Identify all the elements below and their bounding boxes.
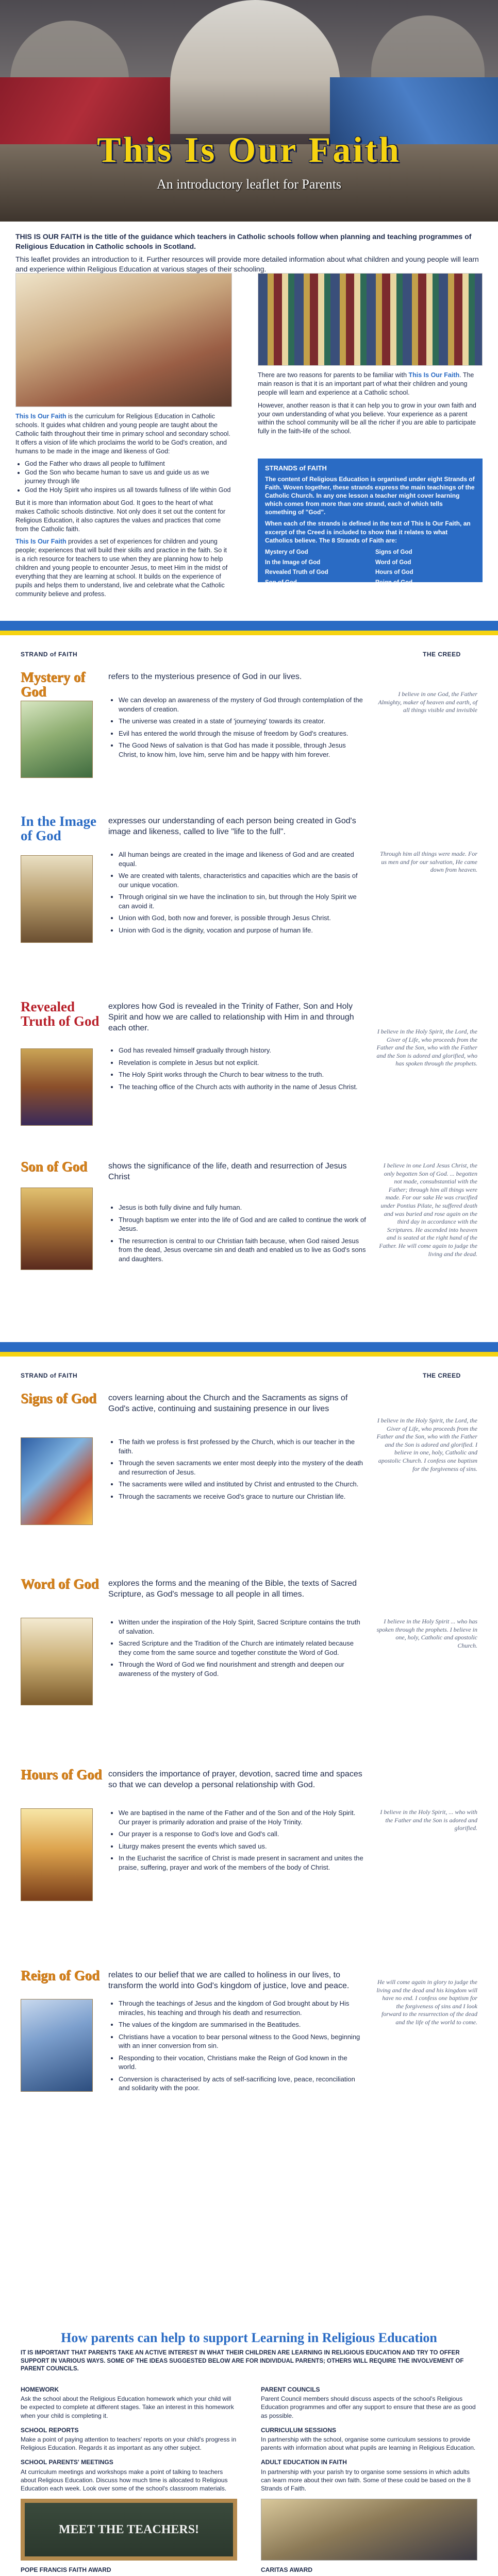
strand-points: [108, 1999, 366, 2096]
list-item: • Our prayer is a response to God's love and God's call.: [119, 1829, 366, 1839]
strand-column-heading: STRAND of FAITH: [21, 1372, 78, 1379]
strands-of-faith-box: [258, 459, 483, 586]
intro-columns: [15, 273, 483, 608]
strand-word-of-god: [21, 1577, 477, 1741]
parents-intro: IT IS IMPORTANT THAT PARENTS TAKE AN ACTIVE INTEREST IN WHAT THEIR CHILDREN ARE LEARNING IN RELIGIOUS EDUCATION AND TRY TO OFFER SUPPORT IN VARIOUS WAYS. SOME OF THE IDEAS SUGGESTED BELOW ARE FOR INDIVIDUAL PARENTS; OTHERS WILL REQUIRE THE INVOLVEMENT OF PARENT COUNCILS.: [21, 2350, 464, 2372]
strand-column-heading: STRAND of FAITH: [21, 651, 78, 658]
strands-page-2: [0, 1360, 498, 2324]
strand-title: Hours of God: [21, 1767, 102, 1782]
strand-description: expresses our understanding of each person being created in God's image and likeness, called to live "life to the full".: [108, 817, 356, 836]
creed-column-heading: THE CREED: [423, 1372, 461, 1379]
experiences-paragraph: This Is Our Faith provides a set of experiences for children and young people; experiences that will build their skills and practice in the faith. So it is a rich resource for teachers to use when they are planning how to help children and young people to encounter Jesus, to meet Him in the midst of everything that they are learning at school. It builds on the experience of pupils and helps them to understand, live and celebrate what the Catholic community believe and profess.: [15, 538, 228, 598]
list-item: • We are created with talents, characteristics and capacities which are the basis of our unique vocation.: [119, 871, 366, 889]
list-item: • We are baptised in the name of the Father and of the Son and of the Holy Spirit. Our prayer is primarily adoration and praise of the Holy Trinity.: [119, 1808, 366, 1826]
strand-son-of-god: [21, 1159, 477, 1324]
strand-title: In the Image of God: [21, 814, 96, 844]
creed-excerpt: I believe in the Holy Spirit ... who has spoken through the prophets. I believe in one, holy, Catholic and apostolic Church.: [376, 1618, 477, 1649]
strand-name: Signs of God: [375, 549, 412, 556]
strand-description: shows the significance of the life, death and resurrection of Jesus Christ: [108, 1162, 347, 1181]
strand-description: explores how God is revealed in the Trinity of Father, Son and Holy Spirit and how we are called to relationship with Him in and through each other.: [108, 1002, 354, 1032]
strand-title: Signs of God: [21, 1391, 97, 1406]
list-item: • Through the teachings of Jesus and the kingdom of God brought about by His miracles, his teaching and through his death and resurrection.: [119, 1999, 366, 2017]
list-item: • All human beings are created in the image and likeness of God and are created equal.: [119, 850, 366, 868]
stained-glass-image: [21, 1437, 93, 1525]
creed-excerpt: I believe in one Lord Jesus Christ, the only begotten Son of God. ... begotten not made, consubstantial with the Father; through him all things were made. For our sake He was crucified under Pontius Pilate, he suffered death and was buried and rose again on the third day in accordance with the Scriptures. He ascended into heaven and is seated at the right hand of the Father. He will come again to judge the living and the dead.: [379, 1162, 477, 1258]
list-item: • God the Holy Spirit who inspires us all towards fullness of life within God: [25, 486, 232, 495]
list-item: • Through the sacraments we receive God's grace to nurture our Christian life.: [119, 1492, 366, 1501]
strands-box-text-2: When each of the strands is defined in the text of This Is Our Faith, an excerpt of the Creed is included to show that it relates to what Catholics believe. The 8 Strands of Faith are:: [265, 520, 471, 544]
strand-title: Son of God: [21, 1159, 88, 1174]
parents-left-column: [21, 2385, 237, 2499]
list-item: • The universe was created in a state of 'journeying' towards its creator.: [119, 717, 366, 726]
library-photo: [258, 273, 483, 366]
strands-box-title: STRANDS of FAITH: [265, 464, 327, 472]
intro-left-column: [15, 412, 232, 603]
strand-mystery-of-god: [21, 670, 477, 799]
list-item: • Jesus is both fully divine and fully human.: [119, 1203, 366, 1212]
trinity-list: [25, 460, 232, 495]
curriculum-sessions-tip: CURRICULUM SESSIONS In partnership with the school, organise some curriculum sessions to provide parents with information about what pupils are learning in Religious Education.: [261, 2426, 476, 2452]
list-item: • We can develop an awareness of the mystery of God through contemplation of the wonders of creation.: [119, 696, 366, 714]
hero-banner: [0, 0, 498, 222]
strand-points: [108, 1437, 366, 1504]
caritas-award-block: [261, 2566, 477, 2576]
creed-column-heading: THE CREED: [423, 651, 461, 658]
strand-in-the-image-of-god: [21, 814, 477, 984]
candles-image: [21, 1808, 93, 1901]
pope-award-block: [21, 2566, 237, 2576]
strand-title: Word of God: [21, 1576, 99, 1591]
list-item: • The teaching office of the Church acts with authority in the name of Jesus Christ.: [119, 1082, 366, 1092]
list-item: • Through the seven sacraments we enter most deeply into the mystery of the death and resurrection of Jesus.: [119, 1459, 366, 1477]
strand-name: Mystery of God: [265, 549, 308, 556]
strand-title: Reign of God: [21, 1968, 100, 1983]
strand-revealed-truth-of-god: [21, 999, 477, 1144]
list-item: • The values of the kingdom are summarised in the Beatitudes.: [119, 2020, 366, 2029]
strands-box-text: The content of Religious Education is organised under eight Strands of Faith. Woven together, these strands express the main teachings of the Catholic Church. In any one lesson a teacher might cover learning which comes from more than one strand, each of which tells something of "God".: [265, 475, 475, 516]
strands-page-1: [0, 639, 498, 1334]
strand-points: [108, 850, 366, 938]
strand-description: refers to the mysterious presence of God in our lives.: [108, 672, 302, 681]
christ-icon-image: [21, 1188, 93, 1270]
strand-name: Revealed Truth of God: [265, 569, 328, 576]
strand-points: [108, 1808, 366, 1875]
list-item: • Through original sin we have the inclination to sin, but through the Holy Spirit we can avoid it.: [119, 892, 366, 910]
curriculum-paragraph: This Is Our Faith is the curriculum for Religious Education in Catholic schools. It guides what children and young people are taught about the Catholic faith throughout their time in primary school and secondary school. It offers a vision of life which proclaims the world to be God's creation, and humans to be made in the image and likeness of God:: [15, 413, 230, 455]
list-item: • The sacraments were willed and instituted by Christ and entrusted to the Church.: [119, 1480, 366, 1489]
distinctive-paragraph: But it is more than information about God. It goes to the heart of what makes Catholic schools distinctive. Not only does it set out the content for Religious Education, it also captures the values and practices that come from the Catholic faith.: [15, 499, 226, 533]
creed-excerpt: He will come again in glory to judge the living and the dead and his kingdom will have no end. I confess one baptism for the forgiveness of sins and I look forward to the resurrection of the dead and the life of the world to come.: [376, 1978, 477, 2026]
list-item: • The faith we profess is first professed by the Church, which is our teacher in the faith.: [119, 1437, 366, 1455]
divider-stripe: [0, 621, 498, 635]
list-item: • In the Eucharist the sacrifice of Christ is made present in sacrament and unites the praise, suffering, prayer and work of the members of the body of Christ.: [119, 1854, 366, 1872]
intro-lead-2: This leaflet provides an introduction to it. Further resources will provide more detailed information about what children and young people will learn and experience within Religious Education at various stages of their schooling.: [15, 255, 479, 273]
creed-excerpt: I believe in the Holy Spirit, the Lord, the Giver of Life, who proceeds from the Father and the Son, who with the Father and the Son is adored and glorified. I believe in one, holy, Catholic and apostolic Church. I confess one baptism for the forgiveness of sins.: [376, 1417, 477, 1472]
list-item: • Liturgy makes present the events which saved us.: [119, 1842, 366, 1851]
adult-education-tip: ADULT EDUCATION IN FAITH In partnership with your parish try to organise some sessions in which adults can learn more about their own faith. Some of these could be based on the 8 Strands of Faith.: [261, 2459, 471, 2492]
parents-right-column: [261, 2385, 477, 2499]
list-item: • The Holy Spirit works through the Church to bear witness to the truth.: [119, 1070, 366, 1079]
list-item: • The Good News of salvation is that God has made it possible, through Jesus Christ, to know him, love him, serve him and be happy with him forever.: [119, 741, 366, 759]
list-item: • God the Father who draws all people to fulfilment: [25, 460, 232, 468]
strand-name: In the Image of God: [265, 559, 321, 566]
grow-faith-paragraph: However, another reason is that it can help you to grow in your own faith and your own understanding of what you believe. Your experience as a parent within the school community will be all the richer if you are able to participate fully in the faith-life of the school.: [258, 401, 476, 435]
strand-points: [108, 1046, 366, 1094]
creation-of-adam-image: [21, 855, 93, 943]
list-item: • Conversion is characterised by acts of self-sacrificing love, peace, reconciliation and solidarity with the poor.: [119, 2075, 366, 2093]
strand-points: [108, 1618, 366, 1681]
list-item: • God the Son who became human to save us and guide us as we journey through life: [25, 468, 232, 486]
trinity-icon-image: [21, 1048, 93, 1126]
school-reports-tip: SCHOOL REPORTS Make a point of paying attention to teachers' reports on your child's progress in Religious Education. Regards it as important as any other subject.: [21, 2426, 237, 2452]
outreach-image: [21, 1999, 93, 2092]
parent-councils-tip: PARENT COUNCILS Parent Council members should discuss aspects of the school's Religious Education programmes and offer any support to ensure that these are as good as possible.: [261, 2386, 476, 2419]
strand-reign-of-god: [21, 1968, 477, 2164]
lead-rest: is the title of the guidance which teachers in Catholic schools follow when planning and teaching programmes of Religious Education in Catholic schools in Scotland.: [15, 232, 472, 250]
intro-lead: [15, 232, 483, 251]
list-item: • Union with God, both now and forever, is possible through Jesus Christ.: [119, 913, 366, 923]
parents-heading: How parents can help to support Learning in Religious Education: [61, 2330, 437, 2345]
intro-section: [0, 222, 498, 618]
pupils-photo: [261, 2499, 477, 2561]
list-item: • Through baptism we enter into the life of God and are called to continue the work of Jesus.: [119, 1215, 366, 1233]
hero-subtitle: An introductory leaflet for Parents: [156, 177, 342, 192]
strand-name: Son of God: [265, 579, 297, 586]
list-item: • God has revealed himself gradually through history.: [119, 1046, 366, 1055]
creed-excerpt: I believe in the Holy Spirit, the Lord, the Giver of Life, who proceeds from the Father and the Son, who with the Father and the Son is adored and glorified, who has spoken through the prophets.: [376, 1028, 477, 1067]
strands-grid: [265, 549, 475, 587]
meet-the-teachers-board: MEET THE TEACHERS!: [21, 2499, 237, 2561]
strand-signs-of-god: [21, 1391, 477, 1556]
divider-stripe: [0, 1342, 498, 1357]
parents-meetings-tip: SCHOOL PARENTS' MEETINGS At curriculum meetings and workshops make a point of talking to teachers about Religious Education. Discuss how much time is allocated to Religious Education each week. Look over some of the school's classroom materials.: [21, 2459, 228, 2492]
homework-tip: HOMEWORK Ask the school about the Religious Education homework which your child will be expected to complete at different stages. Take an interest in this homework when your child is completing it.: [21, 2386, 234, 2419]
strand-points: [108, 696, 366, 762]
strand-title: Revealed Truth of God: [21, 999, 99, 1029]
creation-image: [21, 701, 93, 778]
list-item: • Sacred Scripture and the Tradition of the Church are intimately related because they come from the same source and together constitute the Word of God.: [119, 1639, 366, 1657]
caritas-heading: CARITAS AWARD: [261, 2566, 312, 2573]
strand-points: [108, 1203, 366, 1266]
strand-hours-of-god: [21, 1767, 477, 1942]
strand-name: Reign of God: [375, 579, 413, 586]
strand-name: Hours of God: [375, 569, 413, 576]
intro-right-column: [258, 371, 483, 440]
list-item: • Through the Word of God we find nourishment and strength and deepen our awareness of the mystery of God.: [119, 1660, 366, 1678]
strand-name: Word of God: [375, 559, 411, 566]
list-item: • The resurrection is central to our Christian faith because, when God raised Jesus from the dead, Jesus overcame sin and death and enabled us to live as God's sons and daughters.: [119, 1236, 366, 1264]
strand-description: relates to our belief that we are called to holiness in our lives, to transform the world into God's kingdom of justice, love and peace.: [108, 1971, 350, 1990]
hero-title: This Is Our Faith: [97, 130, 401, 170]
reasons-paragraph: There are two reasons for parents to be familiar with This Is Our Faith. The main reason is that it is an important part of what their children and young people will learn and experience at a Catholic school.: [258, 371, 474, 396]
hero-church-window: [170, 0, 340, 134]
list-item: • Christians have a vocation to bear personal witness to the Good News, beginning with an inner conversion from sin.: [119, 2032, 366, 2050]
list-item: • Revelation is complete in Jesus but not explicit.: [119, 1058, 366, 1067]
strand-title: Mystery of God: [21, 669, 86, 700]
strand-description: covers learning about the Church and the Sacraments as signs of God's active, continuing and sustaining presence in our lives: [108, 1394, 348, 1413]
strand-description: considers the importance of prayer, devotion, sacred time and spaces so that we can develop a personal relationship with God.: [108, 1770, 362, 1789]
list-item: • Union with God is the dignity, vocation and purpose of human life.: [119, 926, 366, 935]
creed-excerpt: I believe in the Holy Spirit, ... who with the Father and the Son is adored and glorified.: [380, 1808, 477, 1832]
strand-description: explores the forms and the meaning of the Bible, the texts of Sacred Scripture, as God's message to all people in all times.: [108, 1579, 357, 1599]
pope-award-heading: POPE FRANCIS FAITH AWARD: [21, 2566, 111, 2573]
creed-excerpt: Through him all things were made. For us men and for our salvation, He came down from heaven.: [380, 850, 477, 874]
list-item: • Responding to their vocation, Christians make the Reign of God known in the world.: [119, 2054, 366, 2072]
parents-section: [0, 2329, 498, 2576]
classroom-photo: [15, 273, 232, 407]
list-item: • Evil has entered the world through the misuse of freedom by God's creatures.: [119, 729, 366, 738]
lead-emphasis: THIS IS OUR FAITH: [15, 232, 82, 241]
bible-image: [21, 1618, 93, 1705]
list-item: • Written under the inspiration of the Holy Spirit, Sacred Scripture contains the truth of salvation.: [119, 1618, 366, 1636]
creed-excerpt: I believe in one God, the Father Almighty, maker of heaven and earth, of all things visible and invisible: [378, 690, 477, 714]
